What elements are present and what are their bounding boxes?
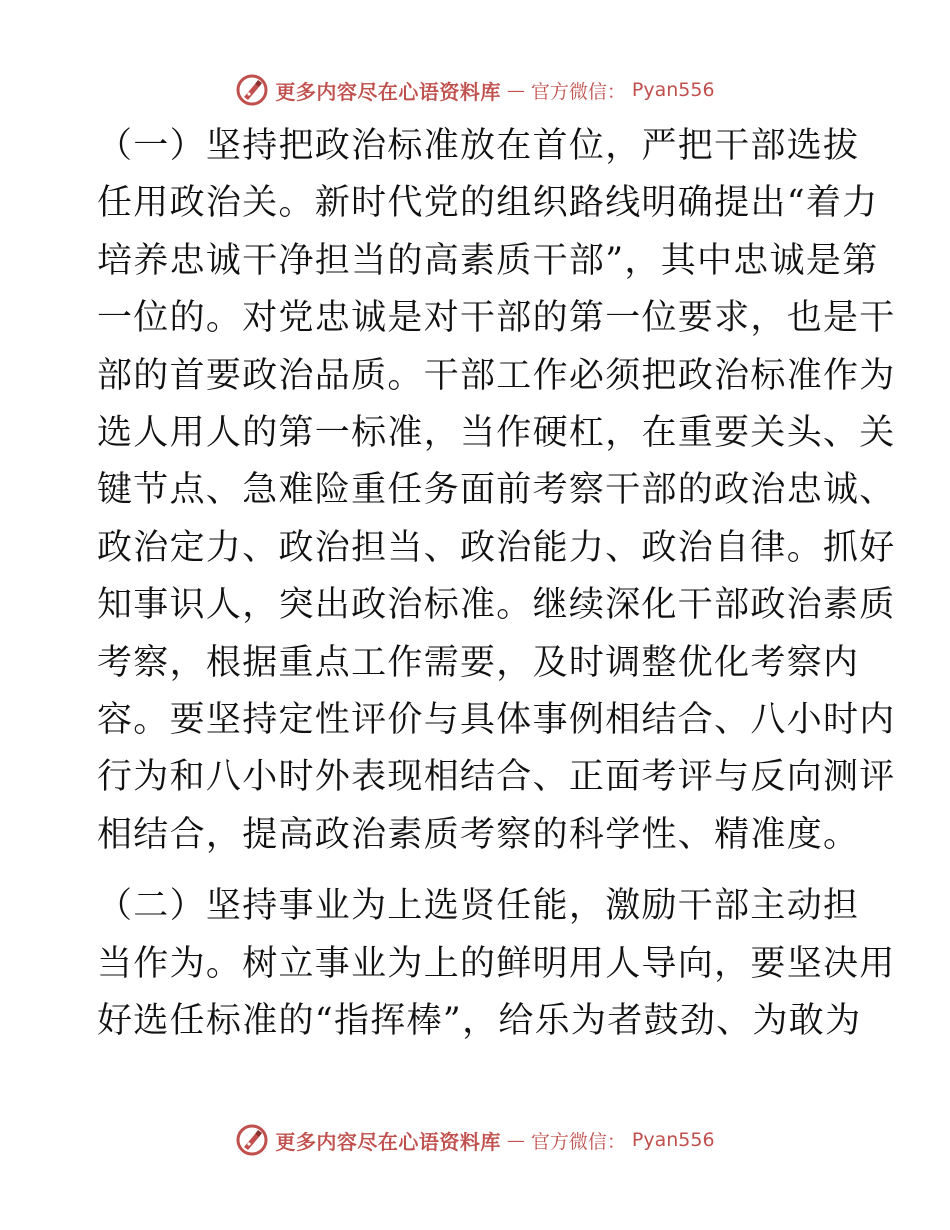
watermark-wechat-label: 官方微信： [530,1130,626,1153]
text-line: 相结合，提高政治素质考察的科学性、精准度。 [97,814,860,855]
paragraph-2 [97,878,896,1050]
header-watermark [0,70,950,110]
text-line: 政治定力、政治担当、政治能力、政治自律。抓好 [97,527,896,568]
pen-nib-logo-icon [235,1123,269,1157]
watermark-text: 更多内容尽在心语资料库 [275,1129,501,1154]
footer-watermark [0,1120,950,1160]
document-body [97,118,896,1051]
text-line: 行为和八小时外表现相结合、正面考评与反向测评 [97,757,896,798]
text-line: 好选任标准的“指挥棒”，给乐为者鼓劲、为敢为 [97,1001,862,1042]
text-line: 任用政治关。新时代党的组织路线明确提出“着力 [97,183,879,224]
pen-nib-logo-icon [235,73,269,107]
watermark-wechat-id: Pyan556 [631,79,715,101]
text-line: 知事识人，突出政治标准。继续深化干部政治素质 [97,585,896,626]
text-line: 考察，根据重点工作需要，及时调整优化考察内 [97,642,860,683]
watermark-wechat-id: Pyan556 [631,1129,715,1151]
text-line: 部的首要政治品质。干部工作必须把政治标准作为 [97,355,896,396]
text-line: 选人用人的第一标准，当作硬杠，在重要关头、关 [97,413,896,454]
text-line: 键节点、急难险重任务面前考察干部的政治忠诚、 [97,470,896,511]
watermark-separator: — [506,1129,525,1151]
text-line: 当作为。树立事业为上的鲜明用人导向，要坚决用 [97,943,896,984]
text-line: 培养忠诚干净担当的高素质干部”，其中忠诚是第 [97,240,879,281]
text-line: （二）坚持事业为上选贤任能，激励干部主动担 [97,886,860,927]
watermark-text: 更多内容尽在心语资料库 [275,79,501,104]
text-line: 一位的。对党忠诚是对干部的第一位要求，也是干 [97,298,896,339]
watermark-separator: — [506,79,525,101]
text-line: 容。要坚持定性评价与具体事例相结合、八小时内 [97,700,896,741]
text-line: （一）坚持把政治标准放在首位，严把干部选拔 [97,126,860,166]
paragraph-1 [97,118,896,864]
watermark-wechat-label: 官方微信： [530,80,626,103]
